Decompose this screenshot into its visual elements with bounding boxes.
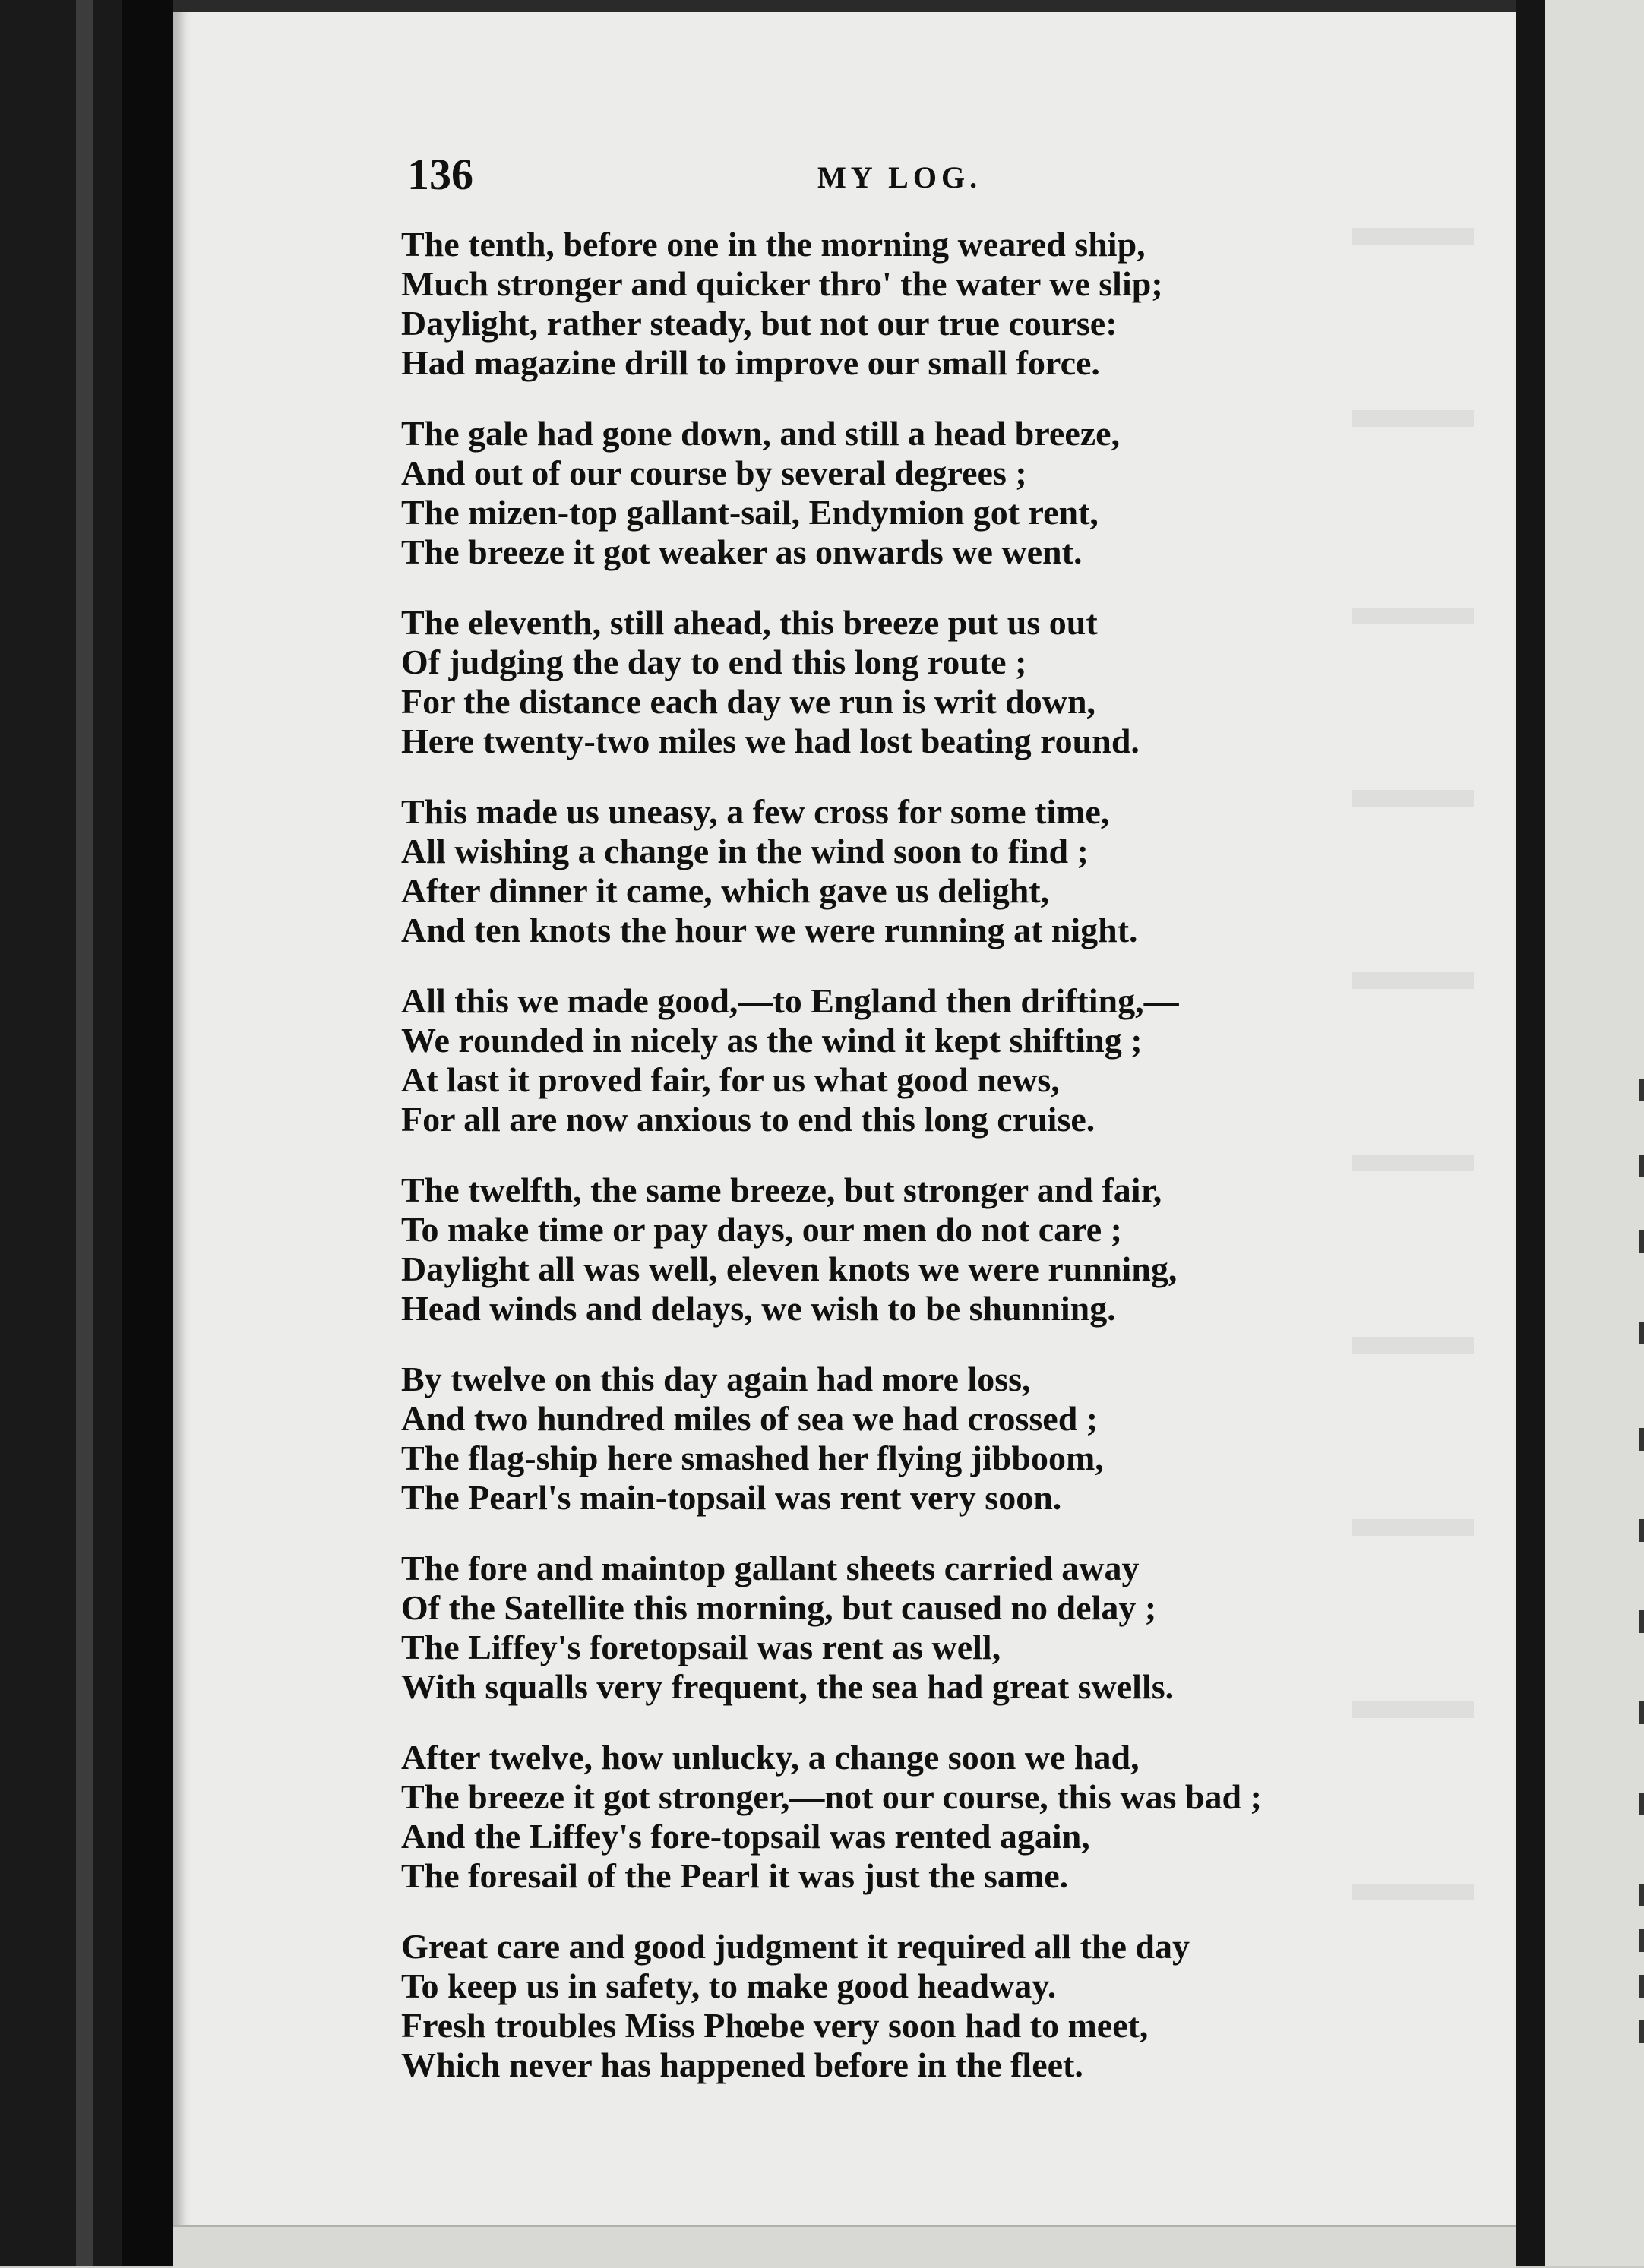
poem-line: With squalls very frequent, the sea had great swells. <box>401 1667 1175 1706</box>
adjacent-page-edge <box>1545 0 1644 2266</box>
poem-line: The Pearl's main-topsail was rent very soon. <box>401 1478 1062 1517</box>
poem-line: For the distance each day we run is writ down, <box>401 682 1096 721</box>
stanza <box>401 792 1495 950</box>
page-bottom-edge <box>173 2225 1516 2268</box>
poem-line: And out of our course by several degrees ; <box>401 453 1027 492</box>
page-number: 136 <box>407 150 473 199</box>
poem-line: For all are now anxious to end this long cruise. <box>401 1100 1095 1139</box>
stanza <box>401 981 1495 1139</box>
stanza <box>401 1738 1495 1896</box>
poem-body <box>401 225 1495 2116</box>
poem-line: To keep us in safety, to make good headway. <box>401 1966 1057 2005</box>
poem-line: We rounded in nicely as the wind it kept shifting ; <box>401 1021 1143 1060</box>
poem-line: At last it proved fair, for us what good news, <box>401 1060 1060 1099</box>
running-title: MY LOG. <box>817 160 982 194</box>
poem-line: All wishing a change in the wind soon to find ; <box>401 832 1089 870</box>
poem-line: The Liffey's foretopsail was rent as well, <box>401 1628 1001 1666</box>
poem-line: Great care and good judgment it required all the day <box>401 1927 1190 1966</box>
poem-line: And two hundred miles of sea we had crossed ; <box>401 1399 1099 1438</box>
stanza <box>401 414 1495 572</box>
poem-line: The breeze it got weaker as onwards we went. <box>401 532 1083 571</box>
stanza <box>401 1927 1495 2085</box>
poem-line: The flag-ship here smashed her flying jibboom, <box>401 1439 1104 1477</box>
poem-line: Of judging the day to end this long route ; <box>401 643 1027 681</box>
stanza <box>401 1170 1495 1328</box>
poem-line: Much stronger and quicker thro' the water we slip; <box>401 264 1163 303</box>
poem-line: Which never has happened before in the fleet. <box>401 2045 1083 2084</box>
poem-line: By twelve on this day again had more loss, <box>401 1360 1031 1398</box>
page-top-edge <box>173 0 1516 12</box>
poem-line: Of the Satellite this morning, but caused no delay ; <box>401 1588 1157 1627</box>
right-gutter <box>1516 0 1545 2266</box>
poem-line: Fresh troubles Miss Phœbe very soon had to meet, <box>401 2006 1149 2045</box>
poem-line: The fore and maintop gallant sheets carried away <box>401 1549 1140 1587</box>
poem-line: The gale had gone down, and still a head breeze, <box>401 414 1121 453</box>
poem-line: Daylight all was well, eleven knots we were running, <box>401 1249 1178 1288</box>
poem-line: Here twenty-two miles we had lost beating round. <box>401 722 1140 760</box>
stanza <box>401 225 1495 383</box>
binding-gutter <box>0 0 122 2266</box>
binding-fold <box>76 0 93 2266</box>
poem-line: All this we made good,—to England then drifting,— <box>401 981 1179 1020</box>
poem-line: The eleventh, still ahead, this breeze put us out <box>401 603 1098 642</box>
poem-line: Head winds and delays, we wish to be shunning. <box>401 1289 1116 1328</box>
page-shadow-edge <box>122 0 175 2266</box>
poem-line: To make time or pay days, our men do not care ; <box>401 1210 1122 1249</box>
poem-line: The breeze it got stronger,—not our course, this was bad ; <box>401 1777 1262 1816</box>
poem-line: Daylight, rather steady, but not our true course: <box>401 304 1118 343</box>
poem-line: After twelve, how unlucky, a change soon we had, <box>401 1738 1140 1777</box>
poem-line: And ten knots the hour we were running at night. <box>401 911 1138 949</box>
poem-line: The foresail of the Pearl it was just the same. <box>401 1856 1069 1895</box>
stanza <box>401 1360 1495 1518</box>
poem-line: This made us uneasy, a few cross for some time, <box>401 792 1110 831</box>
poem-line: Had magazine drill to improve our small force. <box>401 343 1100 382</box>
poem-line: The mizen-top gallant-sail, Endymion got rent, <box>401 493 1099 532</box>
stanza <box>401 1549 1495 1707</box>
stanza <box>401 603 1495 761</box>
poem-line: The tenth, before one in the morning weared ship, <box>401 225 1146 264</box>
poem-line: The twelfth, the same breeze, but stronger and fair, <box>401 1170 1162 1209</box>
poem-line: After dinner it came, which gave us delight, <box>401 871 1050 910</box>
poem-line: And the Liffey's fore-topsail was rented again, <box>401 1817 1090 1856</box>
